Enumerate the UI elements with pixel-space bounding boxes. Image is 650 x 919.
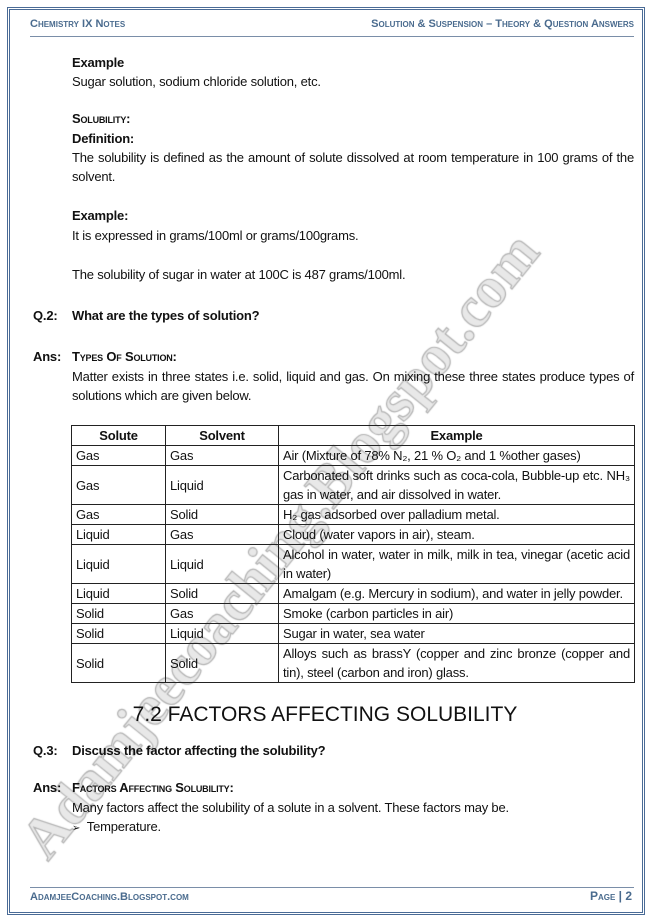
bullet-text: Temperature. — [86, 819, 161, 834]
cell-solvent: Liquid — [166, 466, 279, 505]
cell-solute: Liquid — [72, 545, 166, 584]
footer-site[interactable]: AdamjeeCoaching.Blogspot.com — [30, 891, 189, 903]
definition-label: Definition: — [72, 131, 135, 146]
types-text: Matter exists in three states i.e. solid, liquid and gas. On mixing these three states produce types of solutions which are given below. — [72, 369, 634, 403]
table-row — [72, 584, 635, 604]
cell-solute: Liquid — [72, 525, 166, 545]
cell-solvent: Solid — [166, 584, 279, 604]
cell-solvent: Liquid — [166, 545, 279, 584]
header-solvent: Solvent — [166, 426, 279, 446]
factors-heading: Factors Affecting Solubility: — [72, 780, 234, 795]
example-label: Example — [72, 55, 125, 70]
cell-solvent: Solid — [166, 505, 279, 525]
solubility-example-label: Example: — [72, 208, 129, 223]
cell-example: Cloud (water vapors in air), steam. — [279, 525, 635, 545]
q3-label: Q.3: — [33, 743, 58, 758]
header-right: Solution & Suspension – Theory & Question Answers — [371, 18, 634, 30]
cell-solvent: Gas — [166, 446, 279, 466]
q3-answer — [72, 778, 634, 838]
factors-text: Many factors affect the solubility of a solute in a solvent. These factors may be. — [72, 800, 509, 815]
arrow-bullet-icon: ➢ — [72, 823, 81, 834]
q3-ans-label: Ans: — [33, 780, 62, 795]
cell-example: Alcohol in water, water in milk, milk in tea, vinegar (acetic acid in water) — [279, 545, 635, 584]
table-header-row — [72, 426, 635, 446]
cell-example: Air (Mixture of 78% N₂, 21 % O₂ and 1 %other gases) — [279, 446, 635, 466]
header-left: Chemistry IX Notes — [30, 18, 126, 30]
cell-solute: Solid — [72, 644, 166, 683]
cell-example: Carbonated soft drinks such as coca-cola, Bubble-up etc. NH₃ gas in water, and air dissolved in water. — [279, 466, 635, 505]
table-row — [72, 446, 635, 466]
sugar-solubility-text: The solubility of sugar in water at 100C is 487 grams/100ml. — [72, 267, 406, 282]
table-row — [72, 644, 635, 683]
table-row — [72, 466, 635, 505]
q2-answer-row — [33, 347, 634, 405]
table-row — [72, 604, 635, 624]
table-row — [72, 505, 635, 525]
cell-example: Sugar in water, sea water — [279, 624, 635, 644]
cell-solvent: Solid — [166, 644, 279, 683]
q2-question: What are the types of solution? — [72, 308, 260, 323]
bullet-item — [72, 817, 634, 838]
definition-text: The solubility is defined as the amount of solute dissolved at room temperature in 100 grams of the solvent. — [72, 150, 634, 184]
cell-example: Alloys such as brassY (copper and zinc bronze (copper and tin), steel (carbon and iron) glass. — [279, 644, 635, 683]
page-label: Page — [589, 889, 616, 903]
cell-example: Amalgam (e.g. Mercury in sodium), and water in jelly powder. — [279, 584, 635, 604]
cell-solute: Gas — [72, 466, 166, 505]
q3-row — [33, 741, 634, 760]
header-solute: Solute — [72, 426, 166, 446]
cell-example: Smoke (carbon particles in air) — [279, 604, 635, 624]
table-row — [72, 545, 635, 584]
section-heading: 7.2 FACTORS AFFECTING SOLUBILITY — [132, 703, 518, 726]
q2-ans-label: Ans: — [33, 349, 62, 364]
q3-answer-row — [33, 778, 634, 838]
footer-rule — [30, 887, 634, 888]
page-content — [33, 53, 634, 838]
solubility-heading: Solubility: — [72, 111, 131, 126]
header-rule — [30, 36, 634, 37]
cell-solute: Liquid — [72, 584, 166, 604]
cell-solute: Gas — [72, 446, 166, 466]
q2-answer — [72, 347, 634, 405]
page-number: 2 — [625, 889, 632, 903]
cell-solute: Solid — [72, 624, 166, 644]
cell-solute: Solid — [72, 604, 166, 624]
cell-solvent: Liquid — [166, 624, 279, 644]
footer-page: Page | 2 — [589, 889, 632, 903]
cell-solute: Gas — [72, 505, 166, 525]
q2-label: Q.2: — [33, 308, 58, 323]
cell-example: H₂ gas adsorbed over palladium metal. — [279, 505, 635, 525]
types-heading: Types Of Solution: — [72, 349, 177, 364]
table-row — [72, 624, 635, 644]
cell-solvent: Gas — [166, 525, 279, 545]
solubility-example-text: It is expressed in grams/100ml or grams/100grams. — [72, 228, 359, 243]
solution-types-table — [71, 425, 635, 683]
table-row — [72, 525, 635, 545]
example-text: Sugar solution, sodium chloride solution, etc. — [72, 74, 321, 89]
q3-question: Discuss the factor affecting the solubility? — [72, 743, 326, 758]
cell-solvent: Gas — [166, 604, 279, 624]
q2-row — [33, 306, 634, 325]
header-example: Example — [279, 426, 635, 446]
